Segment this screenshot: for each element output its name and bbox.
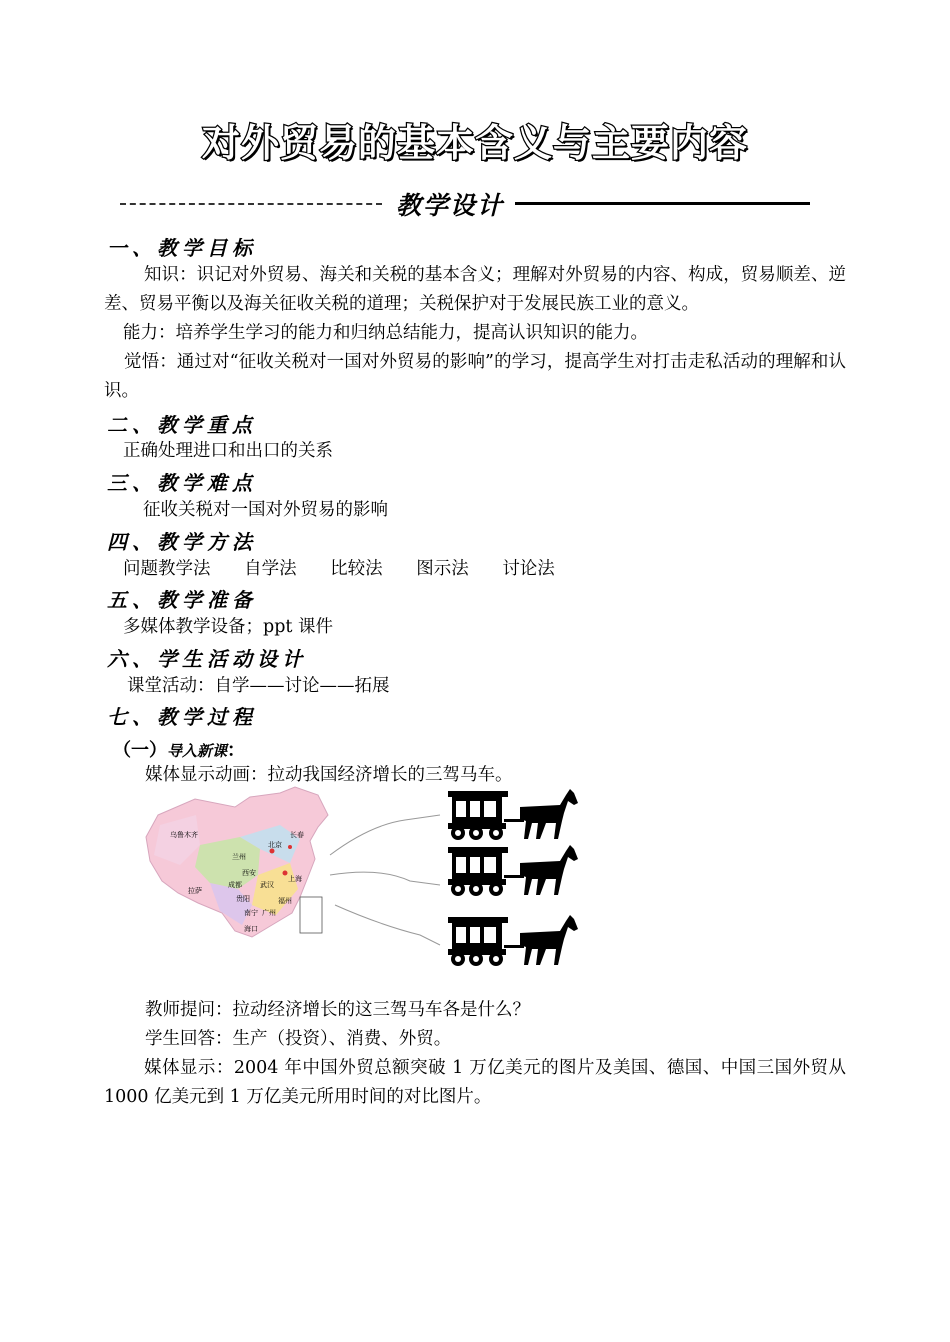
heading-goals: 一、教学目标	[107, 236, 257, 260]
connector-lines	[330, 815, 440, 945]
map-city-label: 广州	[262, 909, 276, 917]
activities-text: 课堂活动：自学——讨论——拓展	[127, 676, 390, 696]
heading-methods: 四、教学方法	[107, 530, 257, 554]
map-city-label: 北京	[268, 841, 282, 849]
subtitle-banner	[120, 186, 810, 222]
goals-awareness: 觉悟：通过对“征收关税对一国对外贸易的影响”的学习，提高学生对打击走私活动的理解和认识。	[104, 352, 846, 401]
heading-process: 七、教学过程	[107, 705, 257, 729]
media-intro-text: 媒体显示动画：拉动我国经济增长的三驾马车。	[145, 765, 513, 785]
teacher-question: 教师提问：拉动经济增长的这三驾马车各是什么？	[145, 1000, 530, 1020]
map-city-label: 长春	[290, 831, 304, 839]
map-city-label: 乌鲁木齐	[170, 831, 198, 839]
carriage-1	[448, 789, 578, 840]
map-city-label: 上海	[288, 875, 302, 883]
goals-knowledge: 知识：识记对外贸易、海关和关税的基本含义；理解对外贸易的内容、构成，贸易顺差、逆差、贸易平衡以及海关征收关税的道理；关税保护对于发展民族工业的意义。	[104, 265, 846, 314]
preparation-text: 多媒体教学设备；ppt 课件	[123, 617, 333, 637]
subheading-label: 导入新课	[167, 742, 228, 760]
subheading-colon: ：	[227, 740, 246, 761]
student-answer: 学生回答：生产（投资）、消费、外贸。	[145, 1029, 452, 1049]
method-item: 比较法	[330, 559, 383, 579]
difficulties-text: 征收关税对一国对外贸易的影响	[143, 500, 388, 520]
map-city-label: 成都	[228, 881, 242, 889]
subheading-number: （一）	[113, 740, 167, 761]
three-carriages-illustration	[140, 785, 590, 980]
map-city-label: 武汉	[260, 881, 274, 889]
method-item: 讨论法	[502, 559, 555, 579]
method-item: 图示法	[416, 559, 469, 579]
key-points-text: 正确处理进口和出口的关系	[123, 441, 333, 461]
document-title: 对外贸易的基本含义与主要内容	[201, 121, 748, 165]
map-city-label: 兰州	[232, 853, 246, 861]
map-city-label: 拉萨	[188, 887, 202, 895]
map-city-label: 福州	[278, 897, 292, 905]
subheading-intro	[113, 736, 245, 762]
map-city-label: 贵阳	[236, 895, 250, 903]
method-item: 问题教学法	[123, 559, 211, 579]
heading-preparation: 五、教学准备	[107, 588, 257, 612]
carriage-2	[448, 845, 578, 896]
method-item: 自学法	[244, 559, 297, 579]
illustration-svg	[140, 785, 590, 980]
methods-list	[123, 555, 583, 584]
subtitle-dash-left	[120, 203, 382, 205]
heading-key-points: 二、教学重点	[107, 413, 257, 437]
subtitle-rule-right	[515, 202, 810, 205]
map-city-label: 南宁	[244, 909, 258, 917]
heading-difficulties: 三、教学难点	[107, 471, 257, 495]
goals-ability: 能力：培养学生学习的能力和归纳总结能力，提高认识知识的能力。	[123, 323, 648, 343]
carriage-3	[448, 915, 578, 966]
subtitle-text: 教学设计	[395, 191, 504, 220]
china-map	[146, 787, 328, 937]
map-city-label: 西安	[242, 869, 256, 877]
map-city-label: 海口	[244, 925, 258, 933]
heading-activities: 六、学生活动设计	[107, 647, 307, 671]
media-display-text: 媒体显示：2004 年中国外贸总额突破 1 万亿美元的图片及美国、德国、中国三国外贸从 1000 亿美元到 1 万亿美元所用时间的对比图片。	[104, 1058, 846, 1107]
